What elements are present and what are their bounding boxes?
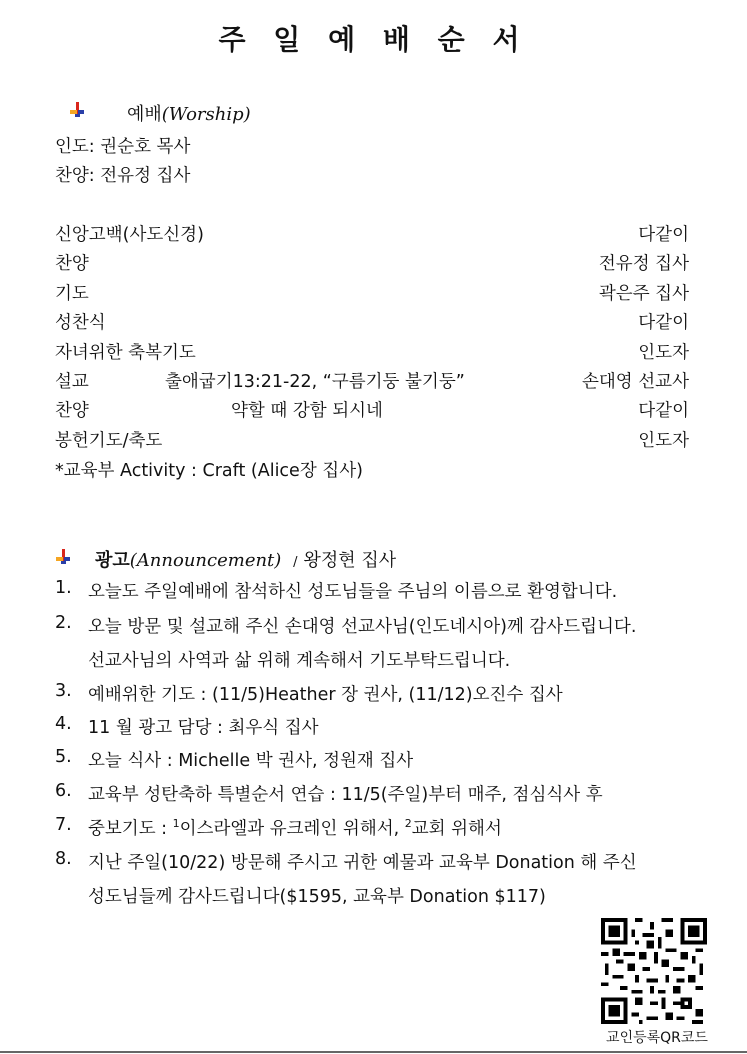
announcement-text: 오늘 방문 및 설교해 주신 손대영 선교사님(인도네시아)께 감사드립니다. bbox=[88, 617, 637, 637]
prayer-part1: 이스라엘과 유크레인 위해서, bbox=[179, 819, 405, 839]
announcement-text: 11 월 광고 담당 : 최우식 집사 bbox=[88, 718, 319, 738]
order-item: 찬양 bbox=[55, 401, 89, 422]
announcement-text: 성도님들께 감사드립니다($1595, 교육부 Donation $117) bbox=[88, 887, 546, 907]
worship-heading-ko: 예배 bbox=[127, 104, 162, 125]
announcement-text: 오늘도 주일예배에 참석하신 성도님들을 주님의 이름으로 환영합니다. bbox=[88, 582, 618, 602]
announcement-number: 8. bbox=[55, 849, 72, 869]
prayer-prefix: 중보기도 : bbox=[88, 819, 173, 839]
order-item: 신앙고백(사도신경) bbox=[55, 225, 204, 245]
order-detail: 출애굽기13:21-22, “구름기둥 불기둥” bbox=[165, 372, 465, 392]
prayer-sup1: 1 bbox=[172, 817, 180, 830]
order-person: 다같이 bbox=[638, 313, 689, 334]
order-person: 다같이 bbox=[638, 401, 689, 422]
bottom-divider bbox=[0, 1051, 747, 1053]
order-item: 자녀위한 축복기도 bbox=[55, 342, 196, 363]
announcement-number: 7. bbox=[55, 815, 72, 835]
announcement-text: 교육부 성탄축하 특별순서 연습 : 11/5(주일)부터 매주, 점심식사 후 bbox=[88, 785, 603, 805]
activity-line: *교육부 Activity : Craft (Alice장 집사) bbox=[55, 461, 363, 481]
order-item: 봉헌기도/축도 bbox=[55, 430, 163, 451]
prayer-part2: 교회 위해서 bbox=[411, 819, 502, 839]
announcement-text: 지난 주일(10/22) 방문해 주시고 귀한 예물과 교육부 Donation 해 주신 bbox=[88, 853, 637, 873]
announcement-number: 2. bbox=[55, 613, 72, 633]
announcement-heading-ko: 광고 bbox=[95, 550, 130, 571]
qr-caption: 교인등록QR코드 bbox=[606, 1030, 708, 1046]
order-item: 기도 bbox=[55, 283, 89, 304]
order-person: 곽은주 집사 bbox=[598, 283, 689, 304]
registration-qr-code bbox=[598, 918, 710, 1024]
announcement-number: 1. bbox=[55, 578, 72, 598]
order-person: 인도자 bbox=[638, 342, 689, 363]
announcement-heading-en: (Announcement) bbox=[129, 550, 282, 571]
worship-leader: 인도: 권순호 목사 bbox=[55, 137, 191, 157]
order-person: 손대영 선교사 bbox=[582, 372, 689, 392]
announcement-heading bbox=[95, 546, 396, 572]
announcement-text: 선교사님의 사역과 삶 위해 계속해서 기도부탁드립니다. bbox=[88, 651, 511, 671]
announcement-number: 4. bbox=[55, 714, 72, 734]
order-person: 다같이 bbox=[638, 225, 689, 245]
order-person: 전유정 집사 bbox=[598, 254, 689, 275]
order-item: 성찬식 bbox=[55, 313, 106, 334]
announcement-number: 5. bbox=[55, 747, 72, 767]
announcement-number: 6. bbox=[55, 781, 72, 801]
page-title: 주 일 예 배 순 서 bbox=[218, 23, 529, 56]
order-item: 찬양 bbox=[55, 254, 89, 275]
section-bullet-icon bbox=[70, 102, 84, 118]
section-bullet-icon bbox=[56, 549, 70, 565]
announcement-separator: / bbox=[293, 555, 298, 570]
announcement-text bbox=[88, 815, 502, 840]
order-detail: 약할 때 강함 되시네 bbox=[231, 401, 383, 422]
worship-heading-en: (Worship) bbox=[161, 104, 251, 125]
announcement-text: 오늘 식사 : Michelle 박 권사, 정원재 집사 bbox=[88, 751, 414, 771]
announcement-text: 예배위한 기도 : (11/5)Heather 장 권사, (11/12)오진수 집사 bbox=[88, 685, 563, 705]
order-person: 인도자 bbox=[638, 430, 689, 451]
worship-heading bbox=[127, 100, 251, 126]
worship-praise: 찬양: 전유정 집사 bbox=[55, 166, 191, 186]
announcement-number: 3. bbox=[55, 681, 72, 701]
prayer-sup2: 2 bbox=[404, 817, 412, 830]
announcement-person: 왕정현 집사 bbox=[303, 550, 397, 571]
order-item: 설교 bbox=[55, 372, 89, 392]
